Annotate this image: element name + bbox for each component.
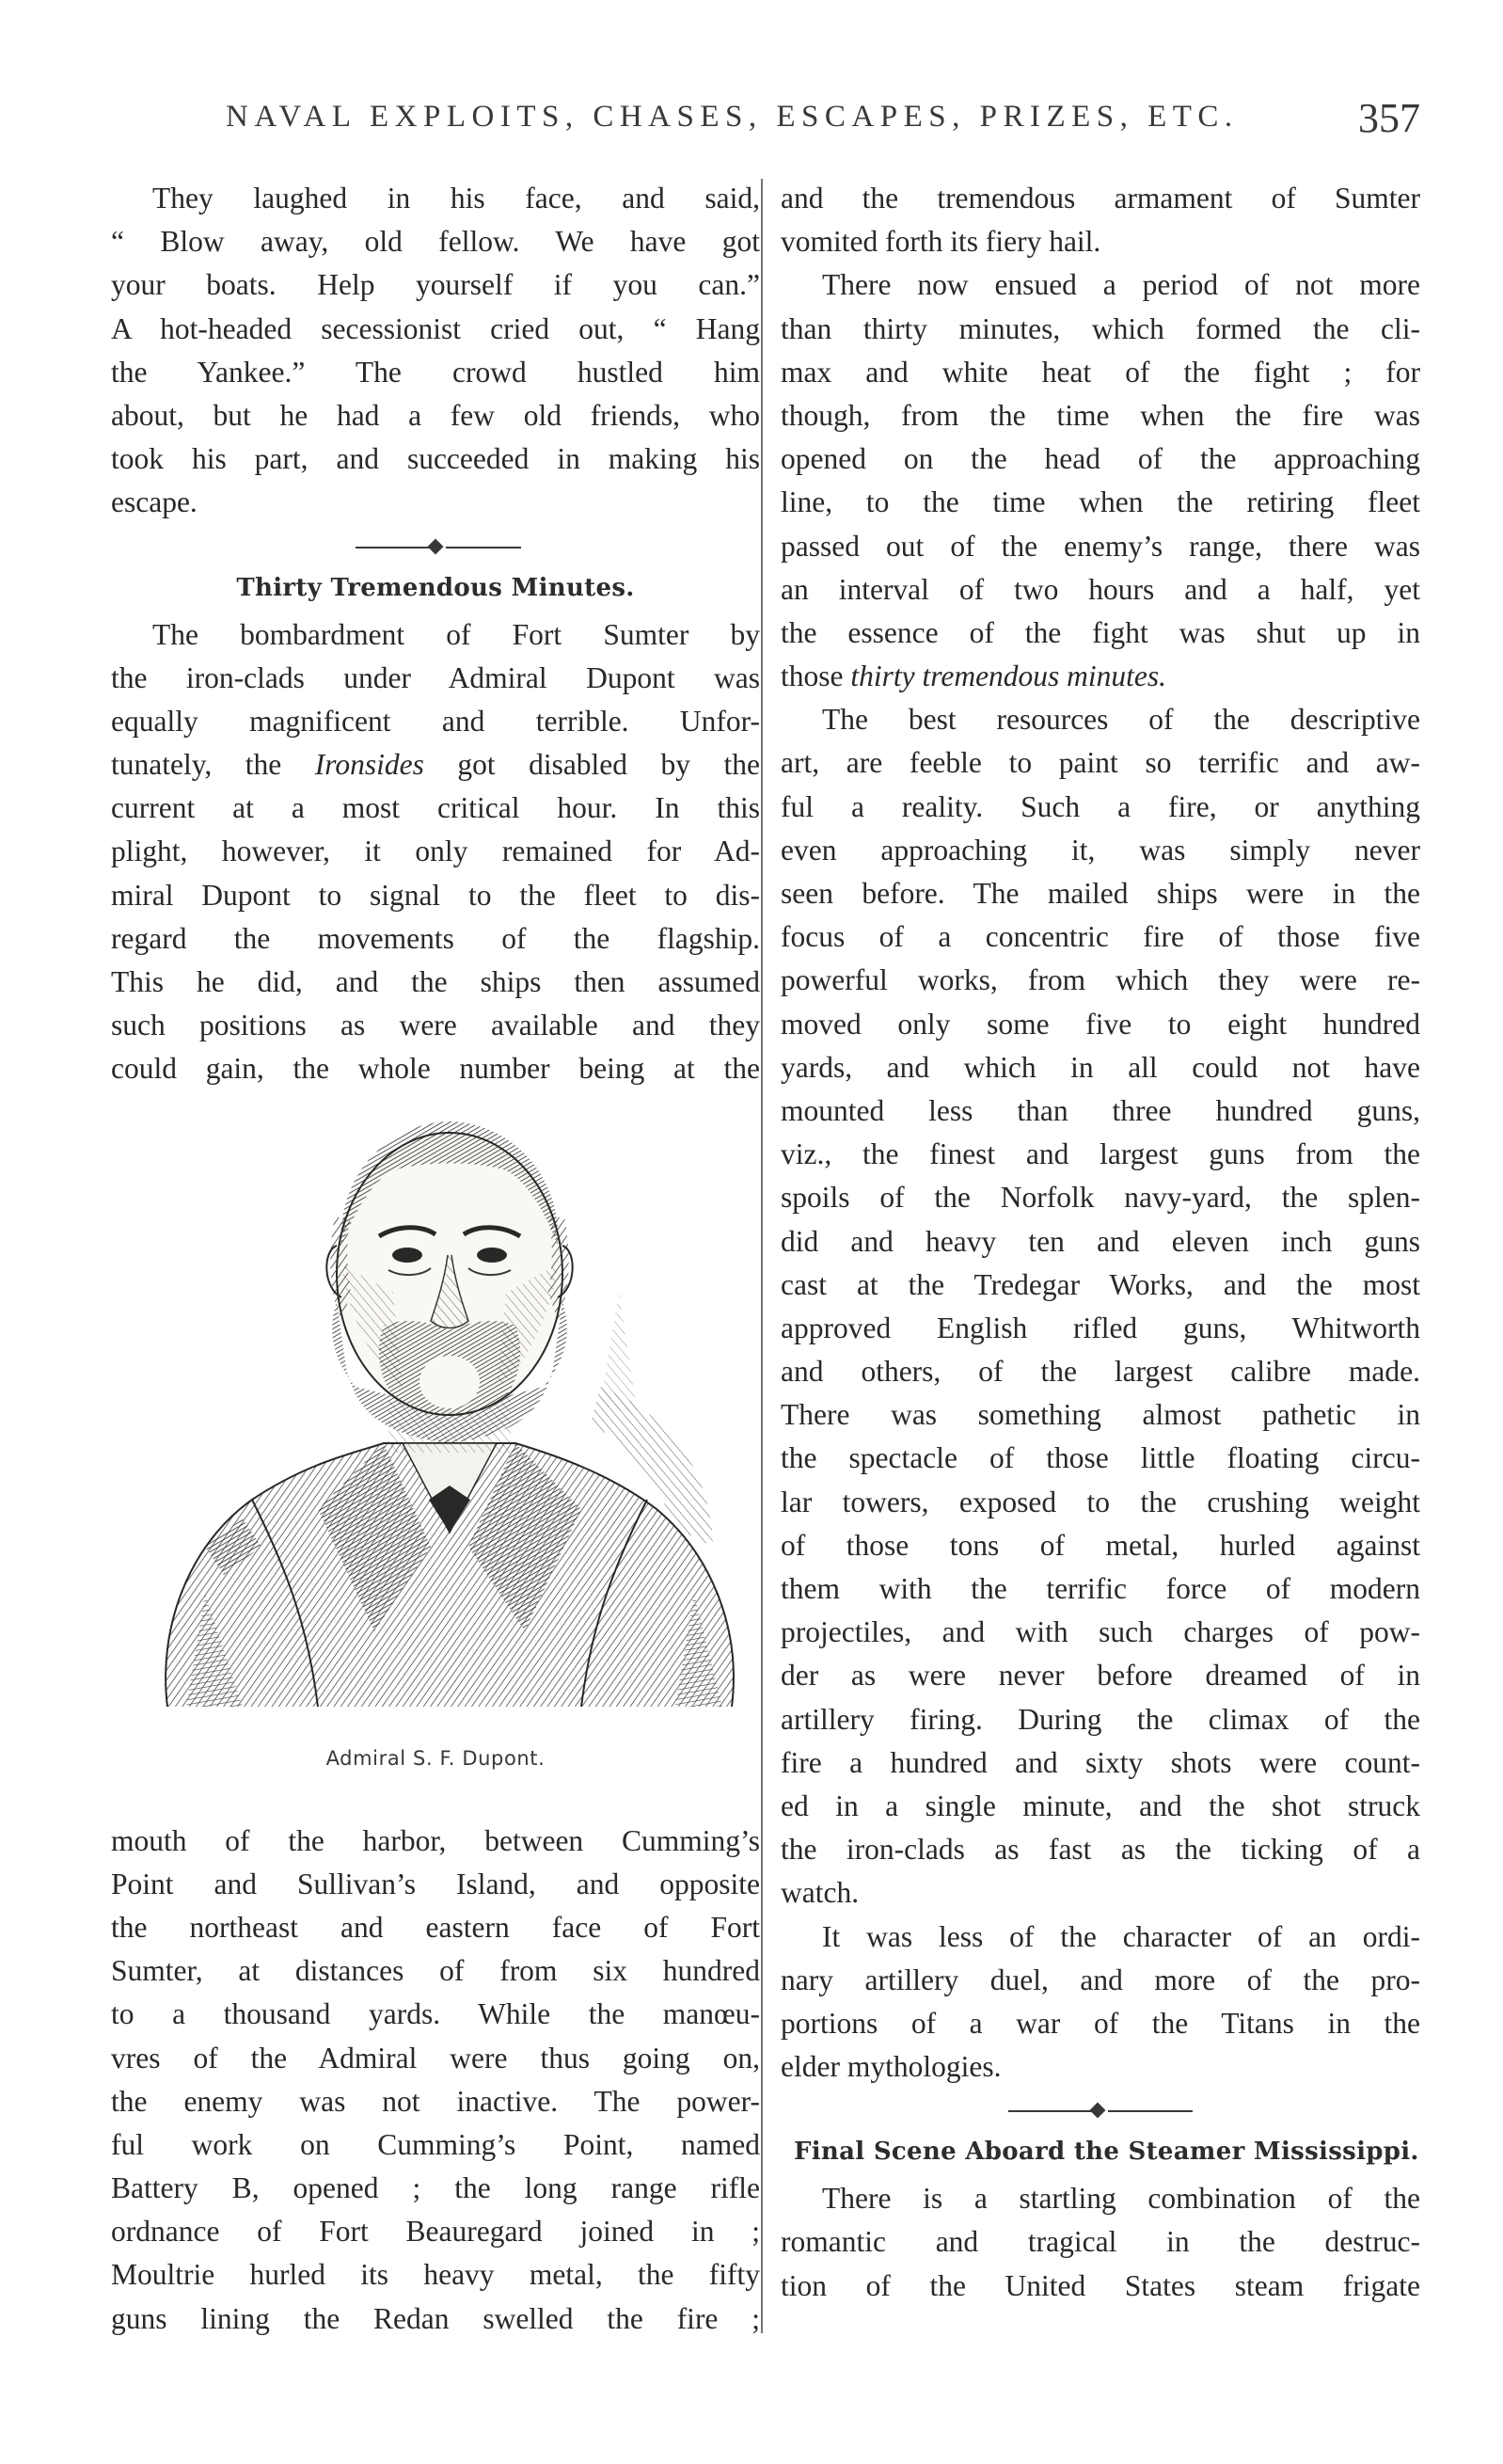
text-line: even approaching it, was simply never — [781, 833, 1420, 866]
text-line: opened on the head of the approaching — [781, 442, 1420, 476]
text-line: The bombardment of Fort Sumter by — [152, 617, 760, 651]
text-line: miral Dupont to signal to the fleet to dis- — [111, 878, 760, 912]
text-line: the iron-clads under Admiral Dupont was — [111, 660, 760, 694]
text-line: spoils of the Norfolk navy-yard, the splen- — [781, 1181, 1420, 1215]
text-line: ful work on Cumming’s Point, named — [111, 2127, 760, 2161]
text-line: the essence of the fight was shut up in — [781, 615, 1420, 649]
portrait-figure — [111, 1105, 760, 1820]
text-line: nary artillery duel, and more of the pro- — [781, 1963, 1420, 1996]
text-line: ordnance of Fort Beauregard joined in ; — [111, 2215, 760, 2249]
portrait-caption: Admiral S. F. Dupont. — [325, 1746, 546, 1770]
text-line: of those tons of metal, hurled against — [781, 1528, 1420, 1562]
descriptive-art-paragraph — [781, 698, 1420, 1915]
text-line: tunately, the Ironsides got disabled by the — [111, 748, 760, 782]
text-line: seen before. The mailed ships were in the — [781, 877, 1420, 910]
text-line: viz., the finest and largest guns from the — [781, 1137, 1420, 1171]
bombardment-paragraph — [111, 613, 760, 1091]
text-line: equally magnificent and terrible. Unfor- — [111, 704, 760, 738]
text-line: art, are feeble to paint so terrific and aw- — [781, 746, 1420, 780]
text-line: your boats. Help yourself if you can.” — [111, 268, 760, 302]
text-line: There now ensued a period of not more — [822, 268, 1420, 302]
text-line: did and heavy ten and eleven inch guns — [781, 1224, 1420, 1258]
text-line: though, from the time when the fire was — [781, 398, 1420, 432]
text-line: plight, however, it only remained for Ad- — [111, 835, 760, 868]
text-line: projectiles, and with such charges of pow- — [781, 1615, 1420, 1649]
text-line: mounted less than three hundred guns, — [781, 1093, 1420, 1127]
thirty-minutes-paragraph — [781, 263, 1420, 698]
text-line: ful a reality. Such a fire, or anything — [781, 789, 1420, 823]
text-line: them with the terrific force of modern — [781, 1572, 1420, 1605]
page-number: 357 — [1358, 95, 1420, 141]
text-line: the Yankee.” The crowd hustled him — [111, 355, 760, 389]
text-line: ed in a single minute, and the shot struck — [781, 1788, 1420, 1822]
text-line: The best resources of the descriptive — [822, 703, 1420, 737]
text-line: the northeast and eastern face of Fort — [111, 1910, 760, 1944]
admiral-dupont-portrait — [149, 1105, 751, 1725]
text-line: max and white heat of the fight ; for — [781, 355, 1420, 389]
text-line: focus of a concentric fire of those five — [781, 920, 1420, 954]
text-line: and others, of the largest calibre made. — [781, 1355, 1420, 1389]
text-line: vomited forth its fiery hail. — [781, 225, 1101, 259]
text-line: line, to the time when the retiring fleet — [781, 485, 1420, 519]
section-heading-mississippi: Final Scene Aboard the Steamer Mississippi. — [794, 2138, 1419, 2167]
text-line: approved English rifled guns, Whitworth — [781, 1311, 1420, 1344]
text-line: watch. — [781, 1876, 860, 1910]
text-line: those thirty tremendous minutes. — [781, 660, 1167, 693]
armament-paragraph-end — [781, 177, 1420, 263]
text-line: the spectacle of those little floating circu- — [781, 1441, 1420, 1475]
text-line: fire a hundred and sixty shots were count- — [781, 1745, 1420, 1779]
text-line: yards, and which in all could not have — [781, 1050, 1420, 1084]
text-line: took his part, and succeeded in making his — [111, 442, 760, 476]
text-line: escape. — [111, 485, 198, 519]
text-line: and the tremendous armament of Sumter — [781, 182, 1420, 215]
text-line: vres of the Admiral were thus going on, — [111, 2041, 760, 2075]
right-column — [781, 177, 1420, 2308]
emphasis-thirty-minutes: thirty tremendous minutes. — [850, 660, 1167, 693]
text-line: “ Blow away, old fellow. We have got — [111, 225, 760, 259]
column-divider-rule — [761, 179, 763, 2333]
text-line: to a thousand yards. While the manœu- — [111, 1997, 760, 2031]
running-title: NAVAL EXPLOITS, CHASES, ESCAPES, PRIZES, ETC. — [226, 100, 1239, 134]
text-line: the iron-clads as fast as the ticking of a — [781, 1833, 1420, 1867]
harbor-paragraph — [111, 1820, 760, 2341]
text-line: lar towers, exposed to the crushing weight — [781, 1485, 1420, 1518]
text-line: guns lining the Redan swelled the fire ; — [111, 2301, 760, 2335]
text-line: Sumter, at distances of from six hundred — [111, 1954, 760, 1988]
text-line: It was less of the character of an ordi- — [822, 1919, 1420, 1953]
text-line: Point and Sullivan’s Island, and opposite — [111, 1867, 760, 1900]
section-divider — [111, 533, 760, 563]
section-divider — [781, 2096, 1420, 2126]
text-line: tion of the United States steam frigate — [781, 2268, 1420, 2302]
text-line: romantic and tragical in the destruc- — [781, 2225, 1420, 2259]
text-line: mouth of the harbor, between Cumming’s — [111, 1823, 760, 1857]
text-line: the enemy was not inactive. The power- — [111, 2084, 760, 2118]
final-scene-paragraph — [781, 2177, 1420, 2308]
text-line: cast at the Tredegar Works, and the most — [781, 1267, 1420, 1301]
section-heading-thirty-minutes: Thirty Tremendous Minutes. — [236, 573, 635, 602]
text-line: moved only some five to eight hundred — [781, 1007, 1420, 1041]
text-line: A hot-headed secessionist cried out, “ Hang — [111, 311, 760, 345]
text-line: elder mythologies. — [781, 2050, 1002, 2084]
text-line: such positions as were available and they — [111, 1009, 760, 1042]
titans-paragraph — [781, 1916, 1420, 2090]
running-header — [226, 94, 1420, 147]
text-line: This he did, and the ships then assumed — [111, 965, 760, 998]
ship-name-ironsides: Ironsides — [314, 748, 424, 782]
text-line: They laughed in his face, and said, — [152, 182, 760, 215]
text-line: portions of a war of the Titans in the — [781, 2006, 1420, 2040]
text-line: could gain, the whole number being at the — [111, 1052, 760, 1086]
left-column — [111, 177, 760, 2341]
text-line: passed out of the enemy’s range, there was — [781, 529, 1420, 563]
text-line: current at a most critical hour. In this — [111, 791, 760, 825]
text-line: There is a startling combination of the — [822, 2182, 1420, 2216]
text-line: There was something almost pathetic in — [781, 1398, 1420, 1432]
text-line: about, but he had a few old friends, who — [111, 398, 760, 432]
text-line: powerful works, from which they were re- — [781, 963, 1420, 997]
text-line: Moultrie hurled its heavy metal, the fifty — [111, 2258, 760, 2292]
text-line: Battery B, opened ; the long range rifle — [111, 2171, 760, 2205]
text-line: der as were never before dreamed of in — [781, 1659, 1420, 1693]
text-line: regard the movements of the flagship. — [111, 921, 760, 955]
text-line: than thirty minutes, which formed the cli- — [781, 311, 1420, 345]
intro-paragraph — [111, 177, 760, 525]
text-line: an interval of two hours and a half, yet — [781, 572, 1420, 606]
text-line: artillery firing. During the climax of the — [781, 1702, 1420, 1736]
